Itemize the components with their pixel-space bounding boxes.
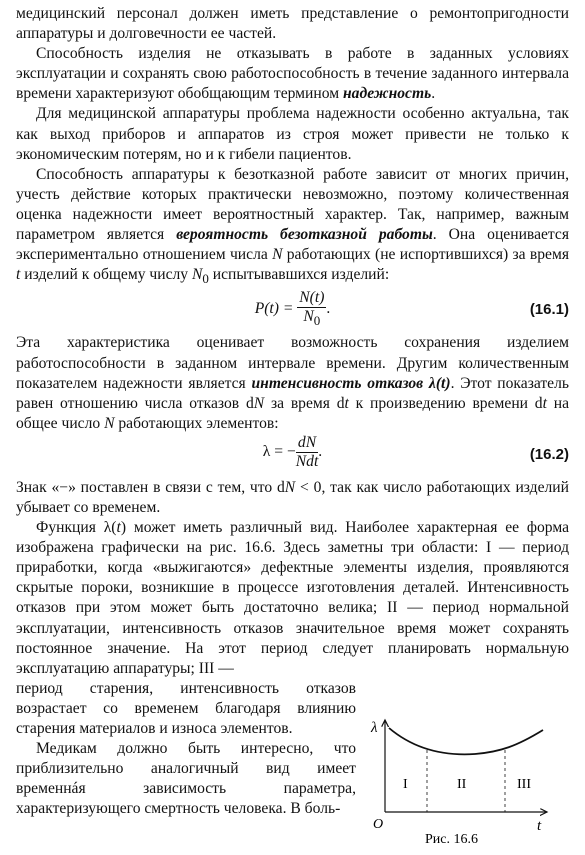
paragraph-0: медицинский персонал должен иметь представление о ремонтопригодности аппаратуры и долговечности ее частей. — [16, 5, 569, 43]
term-failure-free-probability: вероятность безотказной работы — [176, 226, 433, 244]
paragraph-4: Эта характеристика оценивает возможность сохранения изделием работоспособности в заданном интервале времени. Другим количественным показателем надежности является интенсивность отказов λ(t). Этот показатель равен отношению числа отказов dN за время dt к произведению времени dt на общее число N работающих элементов: — [16, 334, 570, 432]
fraction: $\frac{dN}{\text{Ndt}}$ — [295, 433, 319, 470]
paragraph-6: Функция λ(t) может иметь различный вид. Наиболее характерная ее форма изображена графически на рис. 16.6. Здесь заметны три области: I — период приработки, когда «выжигаются» дефектные элементы изделия, проявляются скрытые пороки, возникшие в процессе изготовления деталей. Интенсивность отказов при этом может быть достаточно велика; II — период нормальной эксплуатации, интенсивность отказов значительное время может сохранять постоянное значение. На этот период следует планировать нормальную эксплуатацию аппаратуры; III — — [16, 519, 570, 677]
paragraph-6-cont: период старения, интенсивность отказов возрастает со временем благодаря влиянию старения материалов и износа элементов. — [16, 679, 356, 738]
wrapped-text-column — [16, 679, 356, 820]
term-failure-rate: интенсивность отказов λ(t) — [251, 374, 451, 392]
paragraph-7: Медикам должно быть интересно, что приблизительно аналогичный вид имеет временнáя зависимость параметра, характеризующего смертность человека. В боль- — [16, 740, 356, 818]
x-axis-label: t — [537, 818, 542, 832]
paragraph-3: Способность аппаратуры к безотказной работе зависит от многих причин, учесть действие которых практически невозможно, поэтому количественная оценка надежности имеет вероятностный характер. Так, например, важным параметром является вероятность безотказной работы. Она оценивается экспериментально отношением числа N работающих (не испортившихся) за время t изделий к общему числу $N_0$ испытывавшихся изделий: — [16, 165, 570, 287]
region-label-1: I — [403, 777, 408, 792]
figure-16-6 — [365, 712, 555, 852]
paragraph-5: Знак «−» поставлен в связи с тем, что dN < 0, так как число работающих изделий убывает со временем. — [16, 478, 569, 516]
region-label-3: III — [517, 777, 531, 792]
bathtub-curve — [389, 728, 543, 754]
region-label-2: II — [457, 777, 467, 792]
figure-caption: Рис. 16.6 — [425, 832, 478, 847]
formula-16-1: P(t) = $\frac{N(t)}{N_0}$ . (16.1) — [254, 289, 569, 329]
paragraph-2: Для медицинской аппаратуры проблема надежности особенно актуальна, так как выход приборов и аппаратов из строя может привести не только к экономическим потерям, но и к гибели пациентов. — [16, 105, 569, 163]
paragraph-1: Способность изделия не отказывать в работе в заданных условиях эксплуатации и сохранять свою работоспособность в течение заданного интервала времени характеризуют обобщающим термином надежность. — [16, 45, 569, 103]
equation-number: (16.2) — [529, 445, 569, 463]
y-axis-label: λ — [371, 720, 378, 736]
origin-label: O — [373, 817, 384, 832]
term-reliability: надежность — [343, 85, 432, 103]
fraction: $\frac{N(t)}{N_0}$ — [299, 289, 325, 329]
equation-number: (16.1) — [529, 301, 569, 319]
failure-rate-curve-figure — [365, 712, 555, 832]
text-page — [16, 4, 569, 819]
formula-16-2: λ = − $\frac{dN}{\text{Ndt}}$ . (16.2) — [262, 433, 569, 470]
